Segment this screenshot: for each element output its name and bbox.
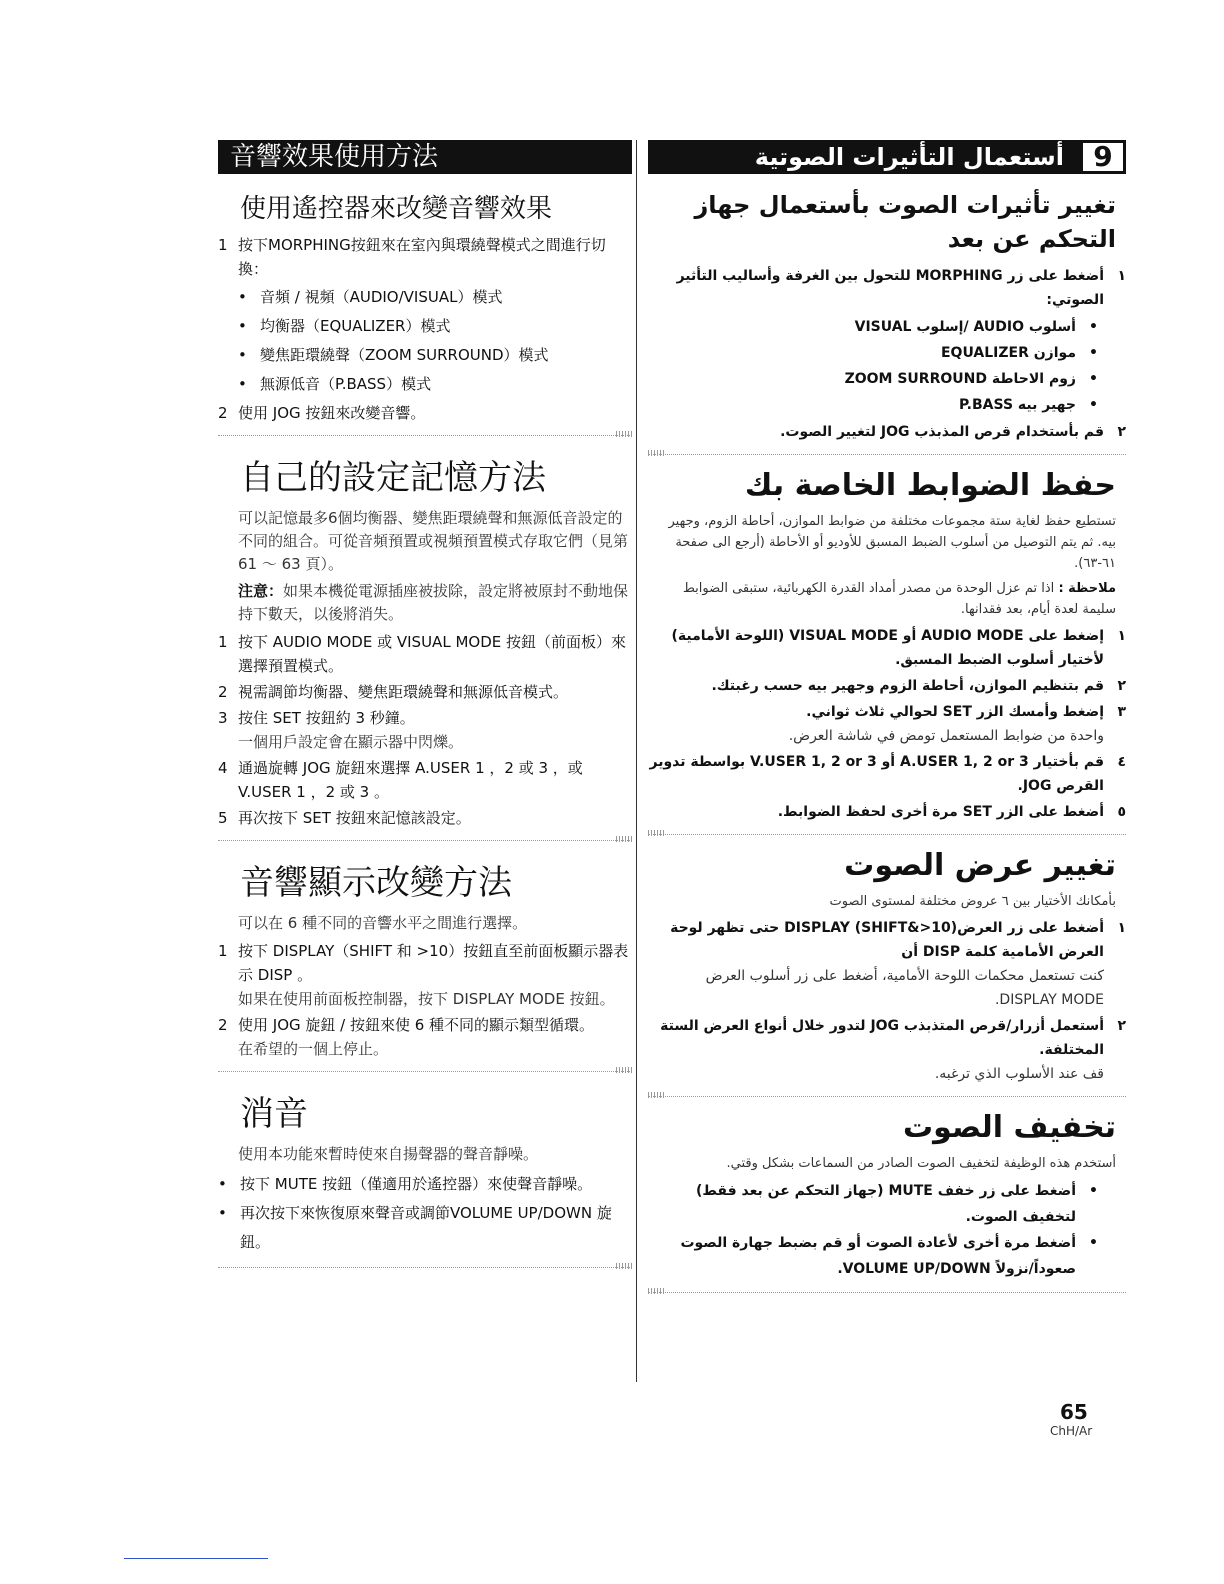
- section-title: 自己的設定記憶方法: [240, 458, 546, 498]
- step-item: 1 按下 DISPLAY（SHIFT 和 >10）按鈕直至前面板顯示器表示 DISP 。 如果在使用前面板控制器，按下 DISPLAY MODE 按鈕。: [218, 942, 629, 1008]
- section-title: تغيير عرض الصوت: [844, 848, 1116, 883]
- step-item: 4 通過旋轉 JOG 旋鈕來選擇 A.USER 1 ，2 或 3 ，或 V.USER 1 ，2 或 3 。: [218, 759, 583, 801]
- bullet-item: • 均衡器（EQUALIZER）模式: [238, 317, 451, 335]
- bullet-list: [218, 283, 632, 399]
- section-intro: بأمكانك الأختيار بين ٦ عروض مختلفة لمستوى الصوت: [829, 894, 1116, 909]
- bullet-list: [198, 1170, 632, 1257]
- bullet-item: • زوم الاحاطة ZOOM SURROUND: [844, 371, 1098, 387]
- steps-list: [648, 624, 1126, 824]
- section-title: حفظ الضوابط الخاصة بك: [744, 468, 1116, 503]
- step-item: 1 按下 AUDIO MODE 或 VISUAL MODE 按鈕（前面板）來選擇預置模式。: [218, 633, 626, 675]
- steps-list: [218, 939, 632, 1061]
- chinese-header-title: 音響效果使用方法: [230, 142, 439, 172]
- step-item: ٢ قم بأستخدام قرص المذبذب JOG لتغيير الصوت.: [780, 424, 1126, 440]
- bottom-rule: [124, 1558, 268, 1559]
- step-item: 1 按下MORPHING按鈕來在室內與環繞聲模式之間進行切換：: [218, 236, 606, 278]
- step-item: ١ إضغط على AUDIO MODE أو VISUAL MODE (اللوحة الأمامية) لأختيار أسلوب الضبط المسبق.: [671, 628, 1126, 668]
- section-intro: تستطيع حفظ لغاية ستة مجموعات مختلفة من ضوابط الموازن، أحاطة الزوم، وجهير بيه. ثم يتم التوصيل من أسلوب الضبط المسبق للأوديو أو الأحاطة (أرجع الى صفحة ٦١-٦٣).: [668, 514, 1116, 571]
- step-item: 2 使用 JOG 旋鈕 / 按鈕來使 6 種不同的顯示類型循環。 在希望的一個上停止。: [218, 1016, 595, 1058]
- bullet-list: [648, 1178, 1126, 1282]
- bullet-item: • أسلوب AUDIO /إسلوب VISUAL: [854, 319, 1098, 335]
- steps-list: [648, 916, 1126, 1086]
- step-item: ٢ قم بتنظيم الموازن، أحاطة الزوم وجهير بيه حسب رغبتك.: [711, 678, 1126, 694]
- step-item: ٣ إضغط وأمسك الزر SET لحوالي ثلاث ثواني. واحدة من ضوابط المستعمل تومض في شاشة العرض.: [788, 704, 1126, 744]
- section-title: تغيير تأثيرات الصوت بأستعمال جهاز التحكم عن بعد: [694, 191, 1116, 253]
- step-item: ٤ قم بأختيار A.USER 1, 2 or 3 أو V.USER 1, 2 or 3 بواسطة تدوير القرص JOG.: [649, 754, 1126, 794]
- bullet-item: • 音頻 / 視頻（AUDIO/VISUAL）模式: [238, 288, 503, 306]
- chapter-number: 9: [1080, 140, 1126, 174]
- arabic-header-title: أستعمال التأثيرات الصوتية: [754, 143, 1064, 171]
- note: ملاحظة : اذا تم عزل الوحدة من مصدر أمداد القدرة الكهربائية، ستبقى الضوابط سليمة لعدة أيام، بعد فقدانها.: [682, 581, 1116, 617]
- section-intro: أستخدم هذه الوظيفة لتخفيف الصوت الصادر من السماعات بشكل وقتي.: [726, 1156, 1116, 1171]
- bullet-item: • 按下 MUTE 按鈕（僅適用於遙控器）來使聲音靜噪。: [218, 1175, 593, 1193]
- section-intro: 使用本功能來暫時使來自揚聲器的聲音靜噪。: [238, 1145, 539, 1163]
- bullet-list: [648, 314, 1126, 418]
- bullet-item: • موازن EQUALIZER: [940, 345, 1098, 361]
- steps-list: [218, 630, 632, 830]
- section-separator: [218, 1267, 632, 1268]
- section-title: 使用遙控器來改變音響效果: [240, 194, 553, 224]
- step-item: ٢ أستعمل أزرار/قرص المتذبذب JOG لتدور خلال أنواع العرض الستة المختلفة. قف عند الأسلوب الذي ترغبه.: [660, 1018, 1126, 1082]
- section-title: 消音: [240, 1094, 308, 1134]
- section-title: 音響顯示改變方法: [240, 863, 512, 903]
- column-divider: [636, 140, 637, 1382]
- page-language-code: ChH/Ar: [1050, 1424, 1093, 1438]
- note: 注意：如果本機從電源插座被拔除，設定將被原封不動地保持下數天，以後將消失。: [238, 582, 629, 623]
- section-intro: 可以在 6 種不同的音響水平之間進行選擇。: [238, 914, 528, 932]
- chinese-column: [218, 140, 632, 1280]
- section-separator: [218, 1071, 632, 1072]
- step-item: ١ أضغط على زر العرض(DISPLAY (SHIFT&>10 حتى تظهر لوحة العرض الأمامية كلمة DISP أن كنت تستعمل محكمات اللوحة الأمامية، أضغط على زر أسلوب العرض DISPLAY MODE.: [670, 920, 1126, 1008]
- bullet-item: • 無源低音（P.BASS）模式: [238, 375, 432, 393]
- step-item: 2 使用 JOG 按鈕來改變音響。: [218, 404, 426, 422]
- section-separator: [648, 834, 1126, 835]
- bullet-item: • أضغط مرة أخرى لأعادة الصوت أو قم بضبط جهارة الصوت صعوداً/نزولاً VOLUME UP/DOWN.: [680, 1235, 1098, 1277]
- section-title: تخفيف الصوت: [903, 1110, 1116, 1145]
- step-item: ٥ أضغط على الزر SET مرة أخرى لحفظ الضوابط.: [777, 804, 1126, 820]
- steps-list: [218, 233, 632, 281]
- section-intro: 可以記憶最多6個均衡器、變焦距環繞聲和無源低音設定的不同的組合。可從音頻預置或視頻預置模式存取它們（見第 61 ～ 63 頁）。: [238, 509, 629, 573]
- arabic-column: [648, 140, 1126, 1305]
- bullet-item: • جهير بيه P.BASS: [958, 397, 1098, 413]
- step-item: ١ أضغط على زر MORPHING للتحول بين الغرفة وأساليب التأثير الصوتي:: [676, 268, 1126, 308]
- chinese-header-bar: [218, 140, 632, 174]
- section-separator: [218, 840, 632, 841]
- steps-list: [218, 401, 632, 425]
- step-item: 3 按住 SET 按鈕約 3 秒鐘。 一個用戶設定會在顯示器中閃爍。: [218, 709, 464, 751]
- step-item: 5 再次按下 SET 按鈕來記憶該設定。: [218, 809, 471, 827]
- bullet-item: • 變焦距環繞聲（ZOOM SURROUND）模式: [238, 346, 549, 364]
- steps-list: [648, 264, 1126, 312]
- bullet-item: • 再次按下來恢復原來聲音或調節VOLUME UP/DOWN 旋鈕。: [218, 1204, 612, 1251]
- step-item: 2 視需調節均衡器、變焦距環繞聲和無源低音模式。: [218, 683, 569, 701]
- steps-list: [648, 420, 1126, 444]
- arabic-header-bar: [648, 140, 1126, 174]
- section-separator: [648, 1096, 1126, 1097]
- bullet-item: • أضغط على زر خفف MUTE (جهاز التحكم عن بعد فقط) لتخفيف الصوت.: [696, 1183, 1098, 1225]
- section-separator: [648, 454, 1126, 455]
- section-separator: [648, 1292, 1126, 1293]
- section-separator: [218, 435, 632, 436]
- page-number: 65: [1060, 1400, 1088, 1424]
